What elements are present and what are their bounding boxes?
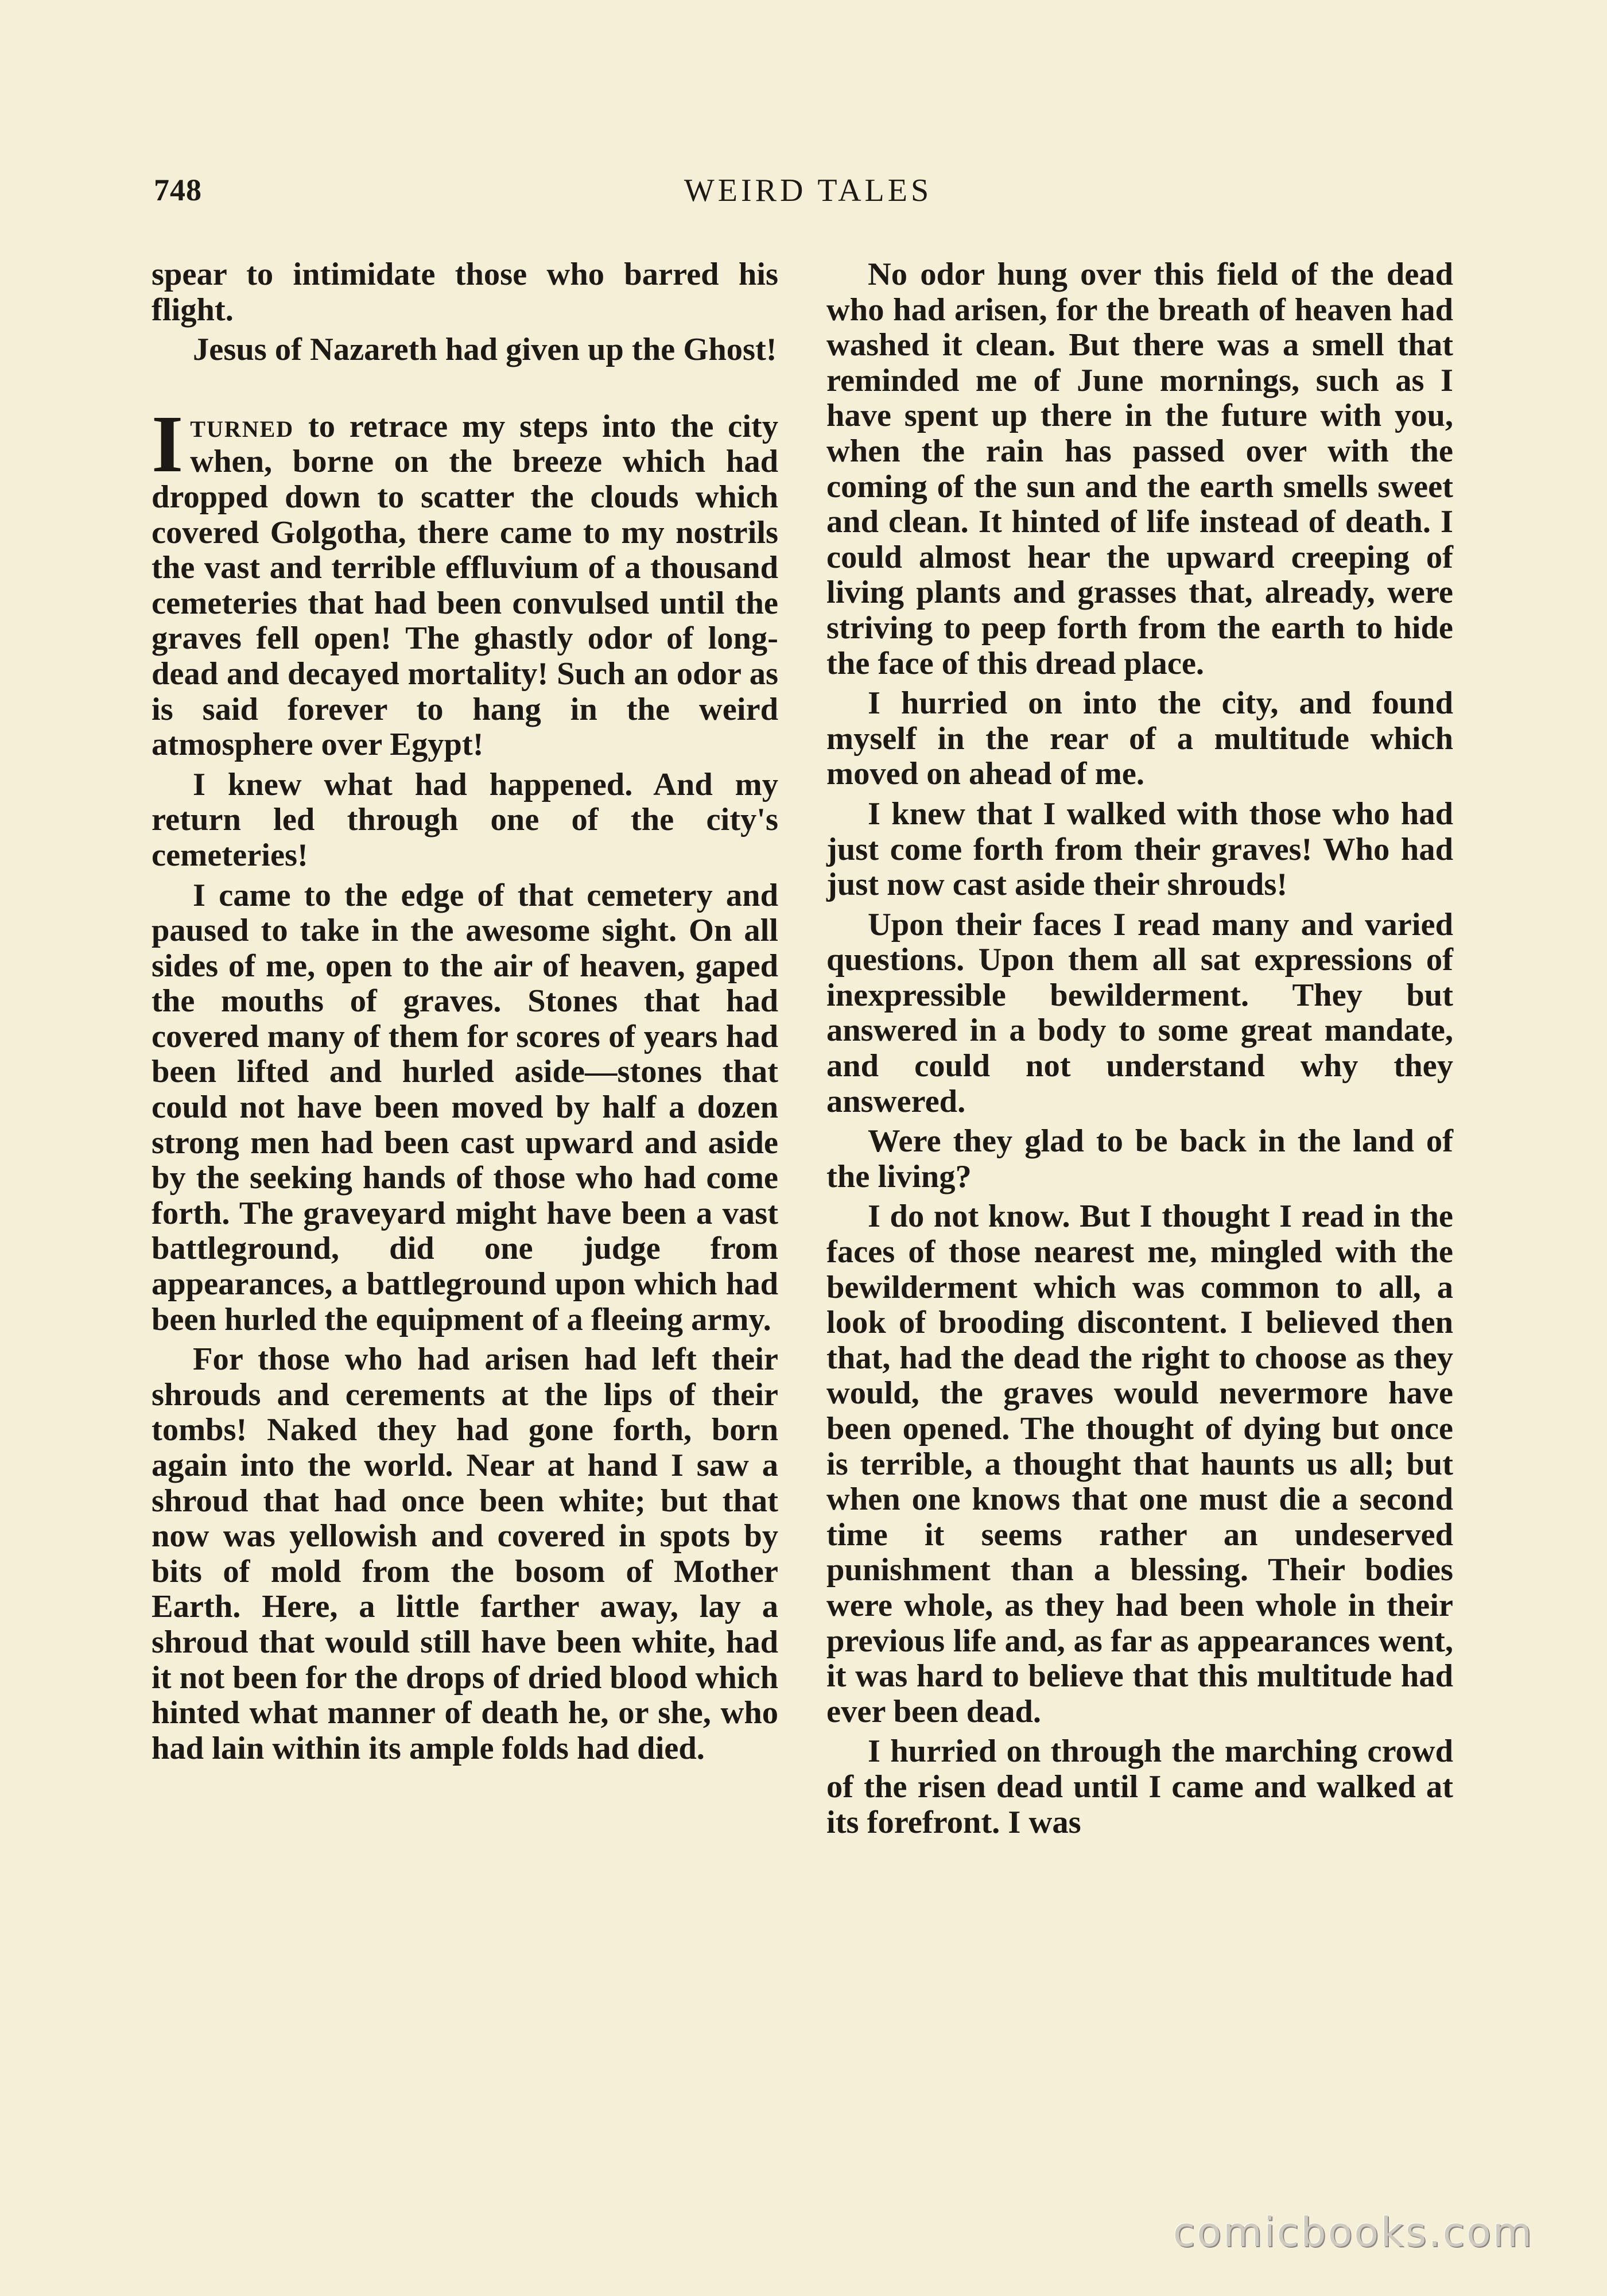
section-opening-paragraph — [152, 398, 779, 763]
paragraph: I knew that I walked with those who had just come forth from their graves! Who had just now cast aside their shrouds! — [826, 796, 1453, 903]
paragraph: I came to the edge of that cemetery and paused to take in the awesome sight. On all sides of me, open to the air of heaven, gaped the mouths of graves. Stones that had covered many of them for scores of years had been lifted and hurled aside—stones that could not have been moved by half a dozen strong men had been cast upward and aside by the seeking hands of those who had come forth. The graveyard might have been a vast battleground, did one judge from appearances, a battleground upon which had been hurled the equipment of a fleeing army. — [152, 877, 778, 1337]
drop-cap-initial: I — [152, 398, 184, 489]
small-caps-lead: turned — [190, 408, 294, 444]
paragraph: No odor hung over this field of the dead who had arisen, for the breath of heaven had washed it clean. But there was a smell that reminded me of June mornings, such as I have spent up there in the future with you, when the rain has passed over with the coming of the sun and the earth smells sweet and clean. It hinted of life instead of death. I could almost hear the upward creeping of living plants and grasses that, already, were striving to peep forth from the earth to hide the face of this dread place. — [826, 257, 1453, 681]
paragraph: I hurried on into the city, and found myself in the rear of a multitude which moved on ahead of me. — [826, 685, 1453, 792]
paragraph: spear to intimidate those who barred his flight. — [152, 257, 778, 328]
running-title: WEIRD TALES — [684, 173, 933, 208]
page-header — [154, 172, 1462, 218]
paragraph: Jesus of Nazareth had given up the Ghost! — [193, 332, 777, 368]
right-column — [826, 257, 1453, 1845]
paragraph: I knew what had happened. And my return led through one of the city's cemeteries! — [152, 766, 778, 873]
paragraph-text: to retrace my steps into the city when, borne on the breeze which had dropped down to scatter the clouds which covered Golgotha, there came to my nostrils the vast and terrible effluvium of a thousand cemeteries that had been convulsed until the graves fell open! The ghastly odor of long-dead and decayed mortality! Such an odor as is said forever to hang in the weird atmosphere over Egypt! — [152, 408, 779, 763]
paragraph: For those who had arisen had left their shrouds and cerements at the lips of their tombs! Naked they had gone forth, born again into the world. Near at hand I saw a shroud that had once been white; but that now was yellowish and covered in spots by bits of mold from the bosom of Mother Earth. Here, a little farther away, lay a shroud that would still have been white, had it not been for the drops of dried blood which hinted what manner of death he, or she, who had lain within its ample folds had died. — [152, 1341, 778, 1766]
site-watermark: comicbooks.com — [1173, 2209, 1534, 2256]
paragraph: I do not know. But I thought I read in the faces of those nearest me, mingled with the bewilderment which was common to all, a look of brooding discontent. I believed then that, had the dead the right to choose as they would, the graves would nevermore have been opened. The thought of dying but once is terrible, a thought that haunts us all; but when one knows that one must die a second time it seems rather an undeserved punishment than a blessing. Their bodies were whole, as they had been whole in their previous life and, as far as appearances went, it was hard to believe that this multitude had ever been dead. — [826, 1199, 1453, 1729]
page-number: 748 — [154, 173, 202, 207]
paragraph: Upon their faces I read many and varied questions. Upon them all sat expressions of inexpressible bewilderment. They but answered in a body to some great mandate, and could not understand why they answered. — [826, 906, 1453, 1119]
paragraph: Were they glad to be back in the land of the living? — [826, 1123, 1453, 1194]
left-column — [152, 257, 778, 1771]
paragraph: I hurried on through the marching crowd of the risen dead until I came and walked at its forefront. I was — [826, 1733, 1453, 1840]
